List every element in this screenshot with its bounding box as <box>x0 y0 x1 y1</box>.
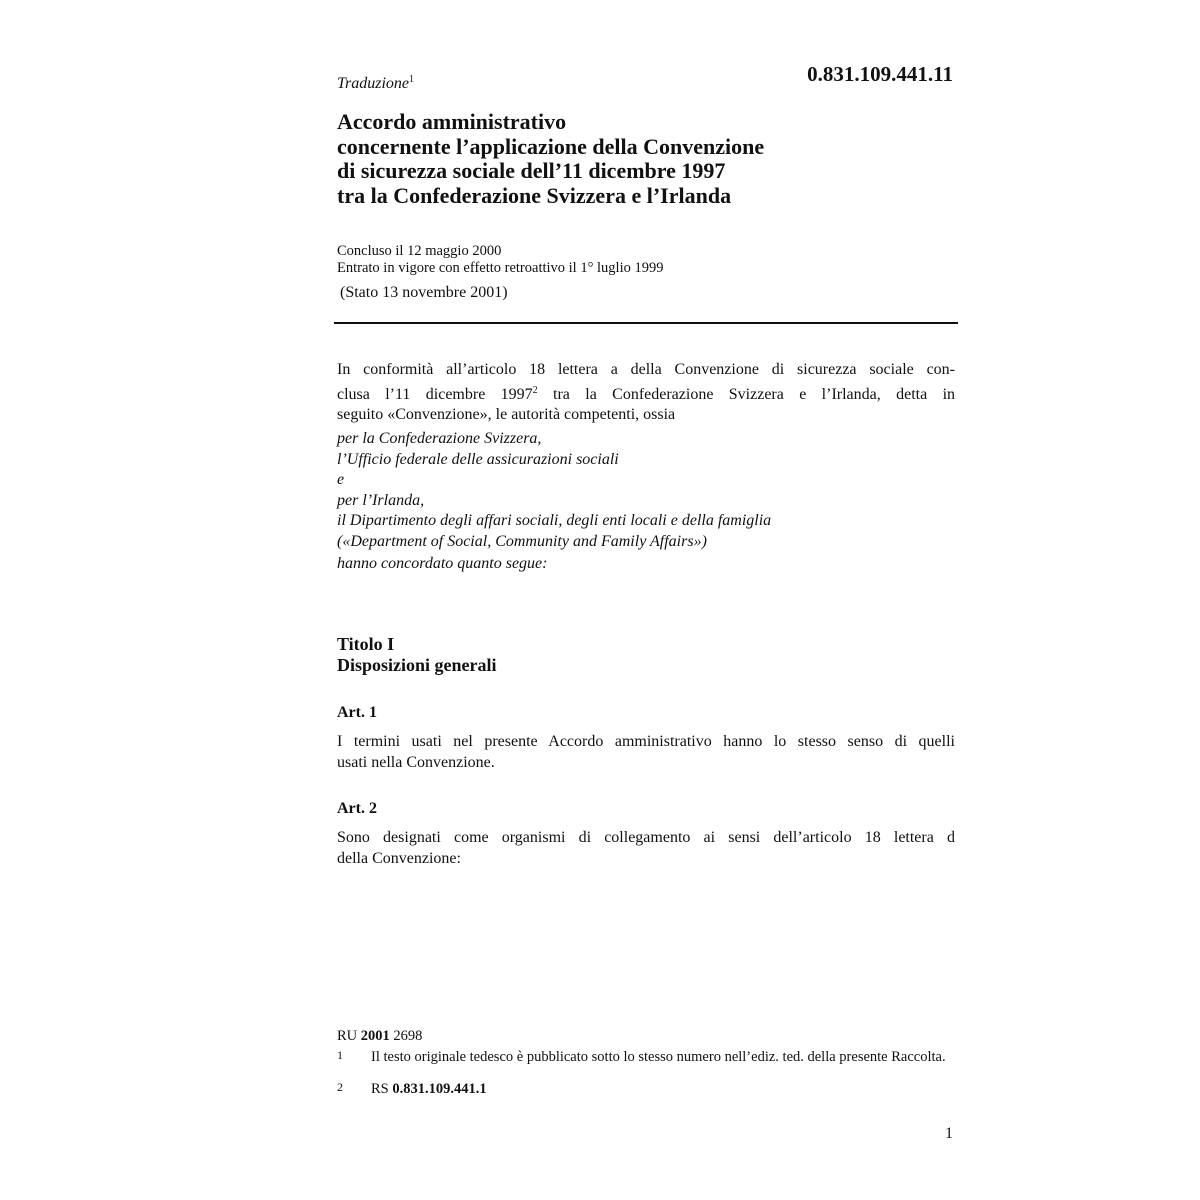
status-date: (Stato 13 novembre 2001) <box>340 284 508 301</box>
preamble <box>337 360 955 426</box>
translation-label: Traduzione$^1$ <box>337 74 415 92</box>
footnote-1-number: 1 <box>337 1048 343 1062</box>
party-line: l’Ufficio federale delle assicurazioni sociali <box>337 450 619 468</box>
article-line: della Convenzione: <box>337 849 461 867</box>
article-line: usati nella Convenzione. <box>337 753 495 771</box>
footnote-2-number: 2 <box>337 1080 343 1094</box>
article-line: I termini usati nel presente Accordo amministrativo hanno lo stesso senso di quelli <box>337 733 955 750</box>
article-1-heading: Art. 1 <box>337 704 377 721</box>
title-section-heading <box>337 634 497 676</box>
article-2-body <box>337 828 955 869</box>
footnote-2-text: RS 0.831.109.441.1 <box>371 1081 487 1097</box>
party-line: e <box>337 471 345 488</box>
article-1-body <box>337 732 955 773</box>
party-line: il Dipartimento degli affari sociali, degli enti locali e della famiglia <box>337 512 772 529</box>
party-line: per la Confederazione Svizzera, <box>337 430 542 447</box>
entry-into-force: Entrato in vigore con effetto retroattivo il 1° luglio 1999 <box>337 259 664 276</box>
preamble-line: In conformità all’articolo 18 lettera a della Convenzione di sicurezza sociale con- <box>337 361 955 378</box>
preamble-line: clusa l’11 dicembre 1997$^2$ tra la Confederazione Svizzera e l’Irlanda, detta in <box>337 384 956 403</box>
title-line: di sicurezza sociale dell’11 dicembre 1997 <box>337 158 726 183</box>
ru-reference: RU 2001 2698 <box>337 1028 423 1044</box>
concluded-date: Concluso il 12 maggio 2000 <box>337 243 502 259</box>
contracting-parties <box>337 429 771 575</box>
article-line: Sono designati come organismi di collegamento ai sensi dell’articolo 18 lettera d <box>337 829 955 846</box>
article-2-heading: Art. 2 <box>337 800 377 817</box>
footnote-ref-2[interactable]: 2 <box>532 384 538 396</box>
header-divider <box>334 322 958 324</box>
title-number: Titolo I <box>337 634 395 654</box>
preamble-line: seguito «Convenzione», le autorità competenti, ossia <box>337 406 676 423</box>
party-line: («Department of Social, Community and Family Affairs») <box>337 532 707 550</box>
document-title <box>337 110 764 208</box>
title-line: tra la Confederazione Svizzera e l’Irlanda <box>337 182 732 208</box>
page-number: 1 <box>945 1125 953 1142</box>
footnote-ref-1[interactable]: 1 <box>409 74 415 85</box>
title-line: Accordo amministrativo <box>337 109 567 134</box>
agreement-clause: hanno concordato quanto segue: <box>337 555 548 572</box>
rs-link[interactable]: 0.831.109.441.1 <box>392 1081 487 1097</box>
conclusion-meta <box>337 243 663 276</box>
sr-number: 0.831.109.441.11 <box>807 62 953 86</box>
title-line: concernente l’applicazione della Convenzione <box>337 133 765 159</box>
party-line: per l’Irlanda, <box>337 491 425 509</box>
title-name: Disposizioni generali <box>337 655 497 675</box>
footnote-1-text: Il testo originale tedesco è pubblicato sotto lo stesso numero nell’ediz. ted. della presente Raccolta. <box>371 1049 946 1065</box>
